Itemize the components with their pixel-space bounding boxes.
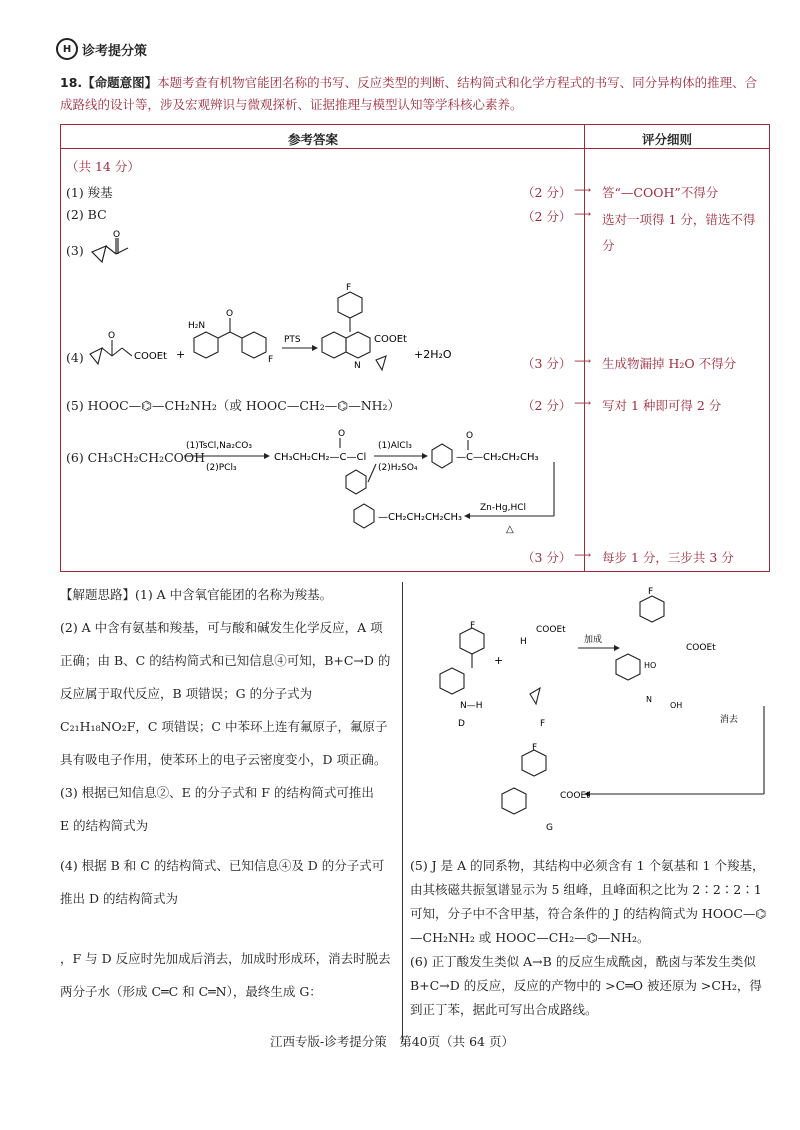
arrow-icon: ⟶ — [574, 354, 592, 368]
svg-text:HO: HO — [644, 661, 657, 670]
question-number: 18. — [60, 75, 83, 90]
svg-text:O: O — [108, 331, 116, 341]
arrow-icon: ⟶ — [574, 207, 592, 221]
svg-text:F: F — [346, 283, 352, 293]
col-answer-header: 参考答案 — [288, 132, 339, 147]
svg-text:N: N — [354, 361, 361, 371]
analysis-p4b: 推出 D 的结构简式为 — [60, 891, 178, 906]
logo-icon: H — [56, 38, 78, 60]
page-footer: 江西专版-诊考提分策 第40页（共 64 页） — [270, 1034, 514, 1049]
intent-text: 本题考查有机物官能团名称的书写、反应类型的判断、结构简式和化学方程式的书写、同分异构体的推理、合成路线的设计等，涉及宏观辨识与微观探析、证据推理与模型认知等学科核心素养。 — [60, 75, 758, 112]
row1-rule: 答“—COOH”不得分 — [602, 185, 719, 200]
row1-score: （2 分） — [522, 185, 572, 200]
analysis-left — [60, 578, 395, 1008]
arrow-icon: ⟶ — [574, 396, 592, 410]
brand — [56, 38, 147, 60]
svg-text:Zn-Hg,HCl: Zn-Hg,HCl — [480, 503, 527, 513]
svg-text:F: F — [470, 621, 476, 631]
svg-text:CH₃CH₂CH₂—C—Cl: CH₃CH₂CH₂—C—Cl — [274, 452, 367, 463]
row6-label: (6) CH₃CH₂CH₂COOH — [66, 450, 206, 465]
cooet-label: COOEt — [134, 351, 167, 362]
svg-text:N: N — [646, 695, 652, 704]
svg-text:OH: OH — [670, 701, 683, 710]
column-divider-analysis — [402, 582, 403, 1042]
analysis-p4c: ，F 与 D 反应时先加成后消去，加成时形成环，消去时脱去两分子水（形成 C═C 和 C═N），最终生成 G： — [60, 951, 391, 999]
synthesis-route-6 — [180, 424, 570, 544]
svg-text:N—H: N—H — [460, 701, 483, 711]
analysis-p2: (2) A 中含有氨基和羧基，可与酸和碱发生化学反应，A 项正确；由 B、C 的结构简式和已知信息④可知，B+C→D 的反应属于取代反应，B 项错误；G 的分子式为 C₂₁H₁₈NO₂F，C 项错误；C 中苯环上连有氟原子，氟原子具有吸电子作用，使苯环上的电子云密度变小，D 项正确。 — [60, 620, 391, 767]
svg-text:消去: 消去 — [720, 715, 739, 725]
reaction-scheme-fg — [410, 584, 780, 834]
row4-rule: 生成物漏掉 H₂O 不得分 — [602, 356, 737, 371]
cyclopropyl-ketone-structure — [86, 228, 136, 274]
svg-text:F: F — [648, 587, 654, 597]
row4-score: （3 分） — [522, 356, 572, 371]
brand-name: 诊考提分策 — [82, 43, 148, 59]
svg-text:—CH₂CH₂CH₂CH₃: —CH₂CH₂CH₂CH₃ — [378, 512, 463, 523]
header-divider — [60, 148, 770, 149]
question-intent — [60, 72, 765, 116]
row5-rule: 写对 1 种即可得 2 分 — [602, 398, 722, 413]
svg-text:(1)AlCl₃: (1)AlCl₃ — [378, 441, 412, 451]
svg-text:COOEt: COOEt — [536, 625, 566, 635]
row5-label: (5) HOOC—⌬—CH₂NH₂（或 HOOC—CH₂—⌬—NH₂） — [66, 398, 401, 413]
svg-text:△: △ — [506, 524, 514, 535]
svg-text:H: H — [520, 637, 527, 647]
svg-text:O: O — [113, 230, 121, 240]
svg-text:F: F — [268, 355, 274, 365]
row2-label: (2) BC — [66, 207, 107, 222]
row6-rule: 每步 1 分，三步共 3 分 — [602, 550, 734, 565]
reaction-equation-4 — [84, 276, 464, 380]
svg-text:+: + — [176, 348, 186, 361]
svg-text:+: + — [494, 654, 504, 667]
row6-score: （3 分） — [522, 550, 572, 565]
row5-score: （2 分） — [522, 398, 572, 413]
svg-text:O: O — [226, 309, 234, 319]
svg-text:PTS: PTS — [284, 335, 301, 345]
svg-text:F: F — [540, 719, 546, 729]
svg-text:H₂N: H₂N — [188, 321, 206, 331]
svg-text:O: O — [338, 429, 346, 439]
arrow-icon: ⟶ — [574, 548, 592, 562]
svg-text:+2H₂O: +2H₂O — [414, 348, 452, 361]
analysis-p5: (5) J 是 A 的同系物，其结构中必须含有 1 个氨基和 1 个羧基，由其核磁共振氢谱显示为 5 组峰，且峰面积之比为 2∶2∶2∶1 可知，分子中不含甲基，符合条件的 J 的结构简式为 HOOC—⌬—CH₂NH₂ 或 HOOC—CH₂—⌬—NH₂。 — [410, 858, 767, 945]
row4-label: (4) — [66, 350, 84, 365]
row1-label: (1) 羧基 — [66, 185, 113, 200]
analysis-p1: 【解题思路】(1) A 中含氧官能团的名称为羧基。 — [60, 587, 333, 602]
svg-text:COOEt: COOEt — [374, 334, 407, 345]
svg-text:COOEt: COOEt — [560, 791, 590, 801]
svg-text:加成: 加成 — [584, 635, 603, 645]
analysis-p3b: E 的结构简式为 — [60, 818, 149, 833]
row3-label: (3) — [66, 243, 84, 258]
row2-score: （2 分） — [522, 209, 572, 224]
analysis-p4: (4) 根据 B 和 C 的结构简式、已知信息④及 D 的分子式可 — [60, 858, 385, 873]
row2-rule: 选对一项得 1 分，错选不得分 — [602, 212, 756, 253]
svg-text:—C—CH₂CH₂CH₃: —C—CH₂CH₂CH₃ — [456, 452, 539, 463]
analysis-p3: (3) 根据已知信息②、E 的分子式和 F 的结构简式可推出 — [60, 785, 374, 800]
analysis-p6: (6) 正丁酸发生类似 A→B 的反应生成酰卤，酰卤与苯发生类似 B+C→D 的反应，反应的产物中的 >C═O 被还原为 >CH₂，得到正丁苯，据此可写出合成路线。 — [410, 954, 762, 1017]
col-rules-header: 评分细则 — [642, 132, 693, 147]
svg-text:(2)PCl₃: (2)PCl₃ — [206, 463, 237, 473]
svg-text:F: F — [532, 743, 538, 753]
svg-text:(1)TsCl,Na₂CO₃: (1)TsCl,Na₂CO₃ — [186, 441, 252, 451]
svg-text:COOEt: COOEt — [686, 643, 716, 653]
svg-text:O: O — [466, 431, 474, 441]
analysis-right — [410, 854, 772, 1022]
svg-text:G: G — [546, 823, 553, 833]
total-score: （共 14 分） — [66, 159, 140, 174]
svg-text:D: D — [458, 719, 465, 729]
arrow-icon: ⟶ — [574, 183, 592, 197]
svg-text:(2)H₂SO₄: (2)H₂SO₄ — [378, 463, 418, 473]
intent-tag: 【命题意图】 — [82, 75, 158, 90]
